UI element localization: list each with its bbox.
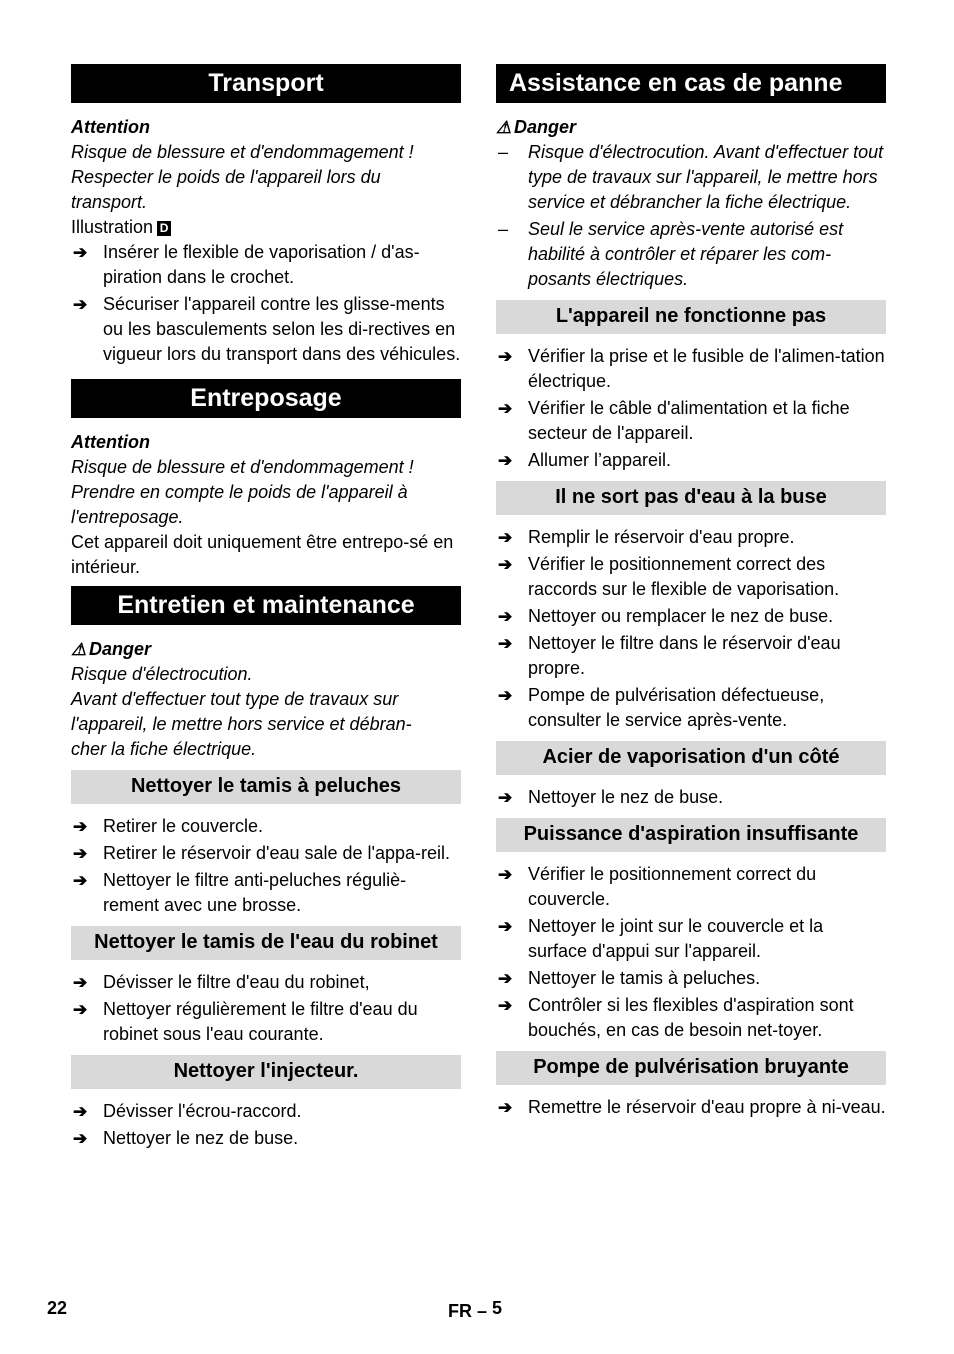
attention-label: Attention (71, 432, 150, 452)
right-column (496, 64, 886, 1122)
storage-warning-1: Risque de blessure et d'endommagement ! (71, 457, 414, 477)
list-item: ➔ Dévisser le filtre d'eau du robinet, (71, 970, 461, 995)
list-item: ➔ Nettoyer le filtre dans le réservoir d'eau propre. (498, 633, 841, 678)
arrow-icon: ➔ (73, 295, 88, 314)
storage-warning-3: l'entreposage. (71, 507, 184, 527)
list-item: ➔ Vérifier le positionnement correct du couvercle. (498, 864, 817, 909)
noisy-pump-heading: Pompe de pulvérisation bruyante (496, 1051, 886, 1085)
list-item: ➔ Nettoyer le joint sur le couvercle et la surface d'appui sur l'appareil. (498, 916, 824, 961)
storage-note: Cet appareil doit uniquement être entrepo-sé en intérieur. (71, 532, 454, 577)
maintenance-warning-1: Risque d'électrocution. (71, 664, 253, 684)
arrow-icon: ➔ (73, 817, 88, 836)
list-item: ➔ Nettoyer le filtre anti-peluches réguliè-rement avec une brosse. (73, 870, 407, 915)
maintenance-warning-4: cher la fiche électrique. (71, 739, 257, 759)
arrow-icon: ➔ (498, 399, 513, 418)
list-item: ➔ Insérer le flexible de vaporisation / d'as-piration dans le crochet. (73, 242, 420, 287)
danger-item: – Seul le service après-vente autorisé est habilité à contrôler et réparer les com-posants électriques. (498, 219, 844, 289)
list-item: ➔ Nettoyer le nez de buse. (496, 785, 886, 810)
arrow-icon: ➔ (498, 451, 513, 470)
arrow-icon: ➔ (73, 1102, 88, 1121)
warning-icon: ⚠ (71, 640, 87, 659)
language-page-label: FR – 5 (448, 1298, 503, 1321)
storage-warning-2: Prendre en compte le poids de l'appareil à (71, 482, 408, 502)
list-item: ➔ Pompe de pulvérisation défectueuse, consulter le service après-vente. (498, 685, 825, 730)
arrow-icon: ➔ (73, 243, 88, 262)
list-item: ➔ Nettoyer ou remplacer le nez de buse. (496, 604, 886, 629)
transport-warning-2: Respecter le poids de l'appareil lors du (71, 167, 381, 187)
lint-filter-heading: Nettoyer le tamis à peluches (71, 770, 461, 804)
arrow-icon: ➔ (498, 634, 513, 653)
maintenance-heading: Entretien et maintenance (71, 586, 461, 625)
arrow-icon: ➔ (73, 871, 88, 890)
arrow-icon: ➔ (498, 347, 513, 366)
illustration-badge: D (157, 221, 171, 236)
transport-warning-3: transport. (71, 192, 148, 212)
danger-label: ⚠ Danger (71, 637, 461, 662)
transport-heading: Transport (71, 64, 461, 103)
danger-item: – Risque d'électrocution. Avant d'effectuer tout type de travaux sur l'appareil, le mettre hors service et débrancher la fiche électrique. (498, 142, 884, 212)
arrow-icon: ➔ (498, 996, 513, 1015)
transport-warning-1: Risque de blessure et d'endommagement ! (71, 142, 414, 162)
list-item: ➔ Remplir le réservoir d'eau propre. (496, 525, 886, 550)
list-item: ➔ Remettre le réservoir d'eau propre à ni-veau. (496, 1095, 886, 1120)
list-item: ➔ Nettoyer régulièrement le filtre d'eau du robinet sous l'eau courante. (73, 999, 418, 1044)
dash-icon: – (498, 142, 509, 162)
illustration-ref: Illustration D (71, 215, 461, 240)
arrow-icon: ➔ (73, 973, 88, 992)
arrow-icon: ➔ (498, 686, 513, 705)
warning-icon: ⚠ (496, 118, 512, 137)
list-item: ➔ Retirer le réservoir d'eau sale de l'appa-reil. (71, 841, 461, 866)
list-item: ➔ Sécuriser l'appareil contre les glisse-ments ou les basculements selon les di-rectives en vigueur lors du transport dans des véhicules. (73, 294, 461, 364)
list-item: ➔ Vérifier le positionnement correct des raccords sur le flexible de vaporisation. (498, 554, 840, 599)
no-function-heading: L'appareil ne fonctionne pas (496, 300, 886, 334)
arrow-icon: ➔ (498, 555, 513, 574)
arrow-icon: ➔ (498, 788, 513, 807)
arrow-icon: ➔ (498, 917, 513, 936)
arrow-icon: ➔ (498, 528, 513, 547)
list-item: ➔ Vérifier le câble d'alimentation et la fiche secteur de l'appareil. (498, 398, 850, 443)
arrow-icon: ➔ (498, 865, 513, 884)
no-water-heading: Il ne sort pas d'eau à la buse (496, 481, 886, 515)
left-column (71, 64, 461, 1153)
list-item: ➔ Retirer le couvercle. (71, 814, 461, 839)
list-item: ➔ Vérifier la prise et le fusible de l'alimen-tation électrique. (498, 346, 885, 391)
page-number: 22 (47, 1298, 68, 1318)
list-item: ➔ Contrôler si les flexibles d'aspiration sont bouchés, en cas de besoin net-toyer. (498, 995, 854, 1040)
list-item: ➔ Nettoyer le tamis à peluches. (496, 966, 886, 991)
arrow-icon: ➔ (73, 844, 88, 863)
one-side-heading: Acier de vaporisation d'un côté (496, 741, 886, 775)
dash-icon: – (498, 219, 509, 239)
list-item: ➔ Dévisser l'écrou-raccord. (71, 1099, 461, 1124)
tap-filter-heading: Nettoyer le tamis de l'eau du robinet (71, 926, 461, 960)
danger-label: ⚠ Danger (496, 115, 886, 140)
maintenance-warning-3: l'appareil, le mettre hors service et débran- (71, 714, 412, 734)
arrow-icon: ➔ (498, 607, 513, 626)
arrow-icon: ➔ (498, 1098, 513, 1117)
list-item: ➔ Allumer l’appareil. (496, 448, 886, 473)
attention-label: Attention (71, 117, 150, 137)
injector-heading: Nettoyer l'injecteur. (71, 1055, 461, 1089)
storage-heading: Entreposage (71, 379, 461, 418)
arrow-icon: ➔ (73, 1129, 88, 1148)
troubleshooting-heading: Assistance en cas de panne (496, 64, 886, 103)
arrow-icon: ➔ (498, 969, 513, 988)
maintenance-warning-2: Avant d'effectuer tout type de travaux sur (71, 689, 399, 709)
list-item: ➔ Nettoyer le nez de buse. (71, 1126, 461, 1151)
suction-heading: Puissance d'aspiration insuffisante (496, 818, 886, 852)
arrow-icon: ➔ (73, 1000, 88, 1019)
